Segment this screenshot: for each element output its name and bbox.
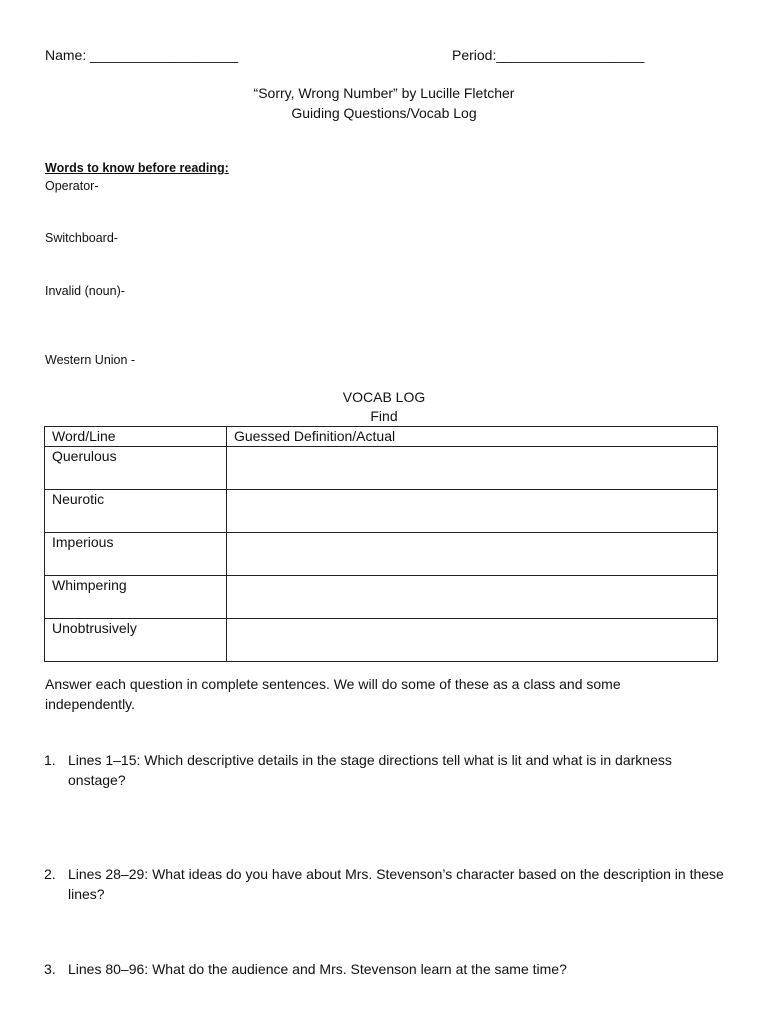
table-row [45, 533, 718, 576]
question-number: 2. [44, 866, 56, 882]
vocab-word-cell: Whimpering [45, 576, 227, 619]
question-text: Lines 1–15: Which descriptive details in the stage directions tell what is lit and what is in darkness onstage? [68, 752, 672, 788]
instructions-text: Answer each question in complete sentences. We will do some of these as a class and some independently. [45, 676, 621, 712]
definition-cell[interactable] [227, 533, 718, 576]
vocab-word-cell: Querulous [45, 447, 227, 490]
vocab-word-cell: Imperious [45, 533, 227, 576]
question-item [44, 750, 724, 790]
vocab-table [44, 426, 718, 662]
column-header-word: Word/Line [45, 427, 227, 447]
words-to-know-heading: Words to know before reading: [45, 161, 229, 175]
document-subtitle: Guiding Questions/Vocab Log [291, 105, 477, 121]
vocab-log-title: VOCAB LOG [342, 389, 426, 405]
name-field-label: Name: ___________________ [45, 47, 239, 63]
period-field-label: Period:___________________ [452, 47, 645, 63]
document-title: “Sorry, Wrong Number” by Lucille Fletcher [253, 85, 515, 101]
definition-cell[interactable] [227, 576, 718, 619]
question-number: 1. [44, 752, 56, 768]
word-invalid: Invalid (noun)- [45, 284, 125, 298]
word-switchboard: Switchboard- [45, 231, 118, 245]
question-number: 3. [44, 961, 56, 977]
question-item [44, 864, 724, 904]
definition-cell[interactable] [227, 447, 718, 490]
vocab-word-cell: Neurotic [45, 490, 227, 533]
table-header-row [45, 427, 718, 447]
vocab-word-cell: Unobtrusively [45, 619, 227, 662]
definition-cell[interactable] [227, 619, 718, 662]
table-row [45, 447, 718, 490]
column-header-definition: Guessed Definition/Actual [227, 427, 718, 447]
vocab-log-subtitle: Find [370, 408, 398, 424]
word-operator: Operator- [45, 179, 99, 193]
definition-cell[interactable] [227, 490, 718, 533]
word-western-union: Western Union - [45, 353, 136, 367]
question-item [44, 959, 724, 979]
table-row [45, 490, 718, 533]
question-text: Lines 28–29: What ideas do you have about Mrs. Stevenson’s character based on the description in these lines? [68, 866, 724, 902]
table-row [45, 576, 718, 619]
table-row [45, 619, 718, 662]
question-text: Lines 80–96: What do the audience and Mrs. Stevenson learn at the same time? [68, 961, 567, 977]
